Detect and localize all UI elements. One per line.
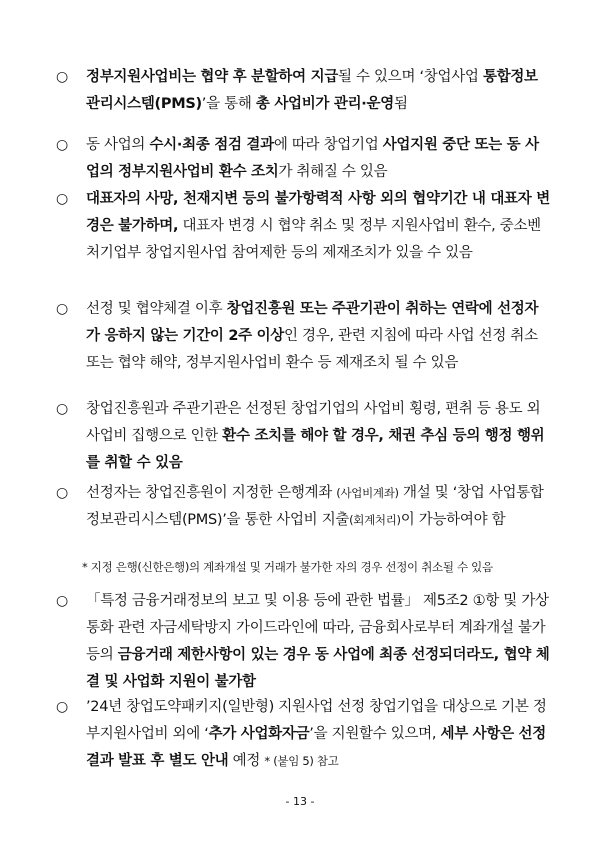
bold-text: 창업진흥원 또는 주관기관이 취하는 연락에 선정자가 응하지 않는 기간이 2주 이상 — [86, 301, 539, 344]
paragraph-5 — [56, 396, 550, 477]
paragraph-text — [86, 694, 550, 775]
bullet-icon: ○ — [56, 301, 68, 317]
bold-text: 세부 사항은 선정결과 발표 후 별도 안내 — [86, 726, 546, 769]
bold-text: 금융거래 제한사항이 있는 경우 동 사업에 최종 선정되더라도, 협약 체결 및 사업화 지원이 불가함 — [86, 647, 550, 690]
paragraph-7 — [56, 588, 550, 696]
text-segment: * (붙임 5) 참고 — [264, 754, 339, 768]
bullet-icon: ○ — [56, 401, 68, 417]
paragraph-text — [86, 132, 550, 186]
paragraph-8 — [56, 694, 550, 775]
text-segment: 선정자는 창업진흥원이 지정한 은행계좌 — [86, 485, 337, 501]
text-segment: 대표자 변경 시 협약 취소 및 정부 지원사업비 환수, 중소벤처기업부 창업지원사업 참여제한 등의 제재조치가 있을 수 있음 — [86, 218, 541, 261]
text-segment: 예정 — [228, 753, 265, 769]
paragraph-text — [86, 296, 550, 377]
paragraph-6 — [56, 480, 550, 534]
text-segment: 됨 — [393, 96, 408, 112]
text-segment: 창업진흥원과 주관기관은 선정된 창업기업의 사업비 횡령, 편취 등 용도 외 사업비 집행으로 인한 — [86, 401, 541, 444]
text-segment: ’을 통해 — [201, 96, 256, 112]
paragraph-2 — [56, 132, 550, 186]
text-segment: 「특정 금융거래정보의 보고 및 이용 등에 관한 법률」 제5조2 ①항 및 가상통화 관련 자금세탁방지 가이드라인에 따라, 금융회사로부터 계좌개설 불가 등의 — [86, 593, 549, 663]
bold-text: 총 사업비가 관리·운영 — [255, 96, 394, 112]
text-segment: ’을 지원할수 있으며, — [309, 726, 441, 742]
text-segment: (사업비계좌) — [336, 486, 399, 500]
bullet-icon: ○ — [56, 593, 68, 609]
bold-text: 환수 조치를 해야 할 경우, 채권 추심 등의 행정 행위를 취할 수 있음 — [86, 428, 545, 471]
text-segment: ’24년 창업도약패키지(일반형) 지원사업 선정 창업기업을 대상으로 기본 정부지원사업비 외에 ‘ — [86, 699, 547, 742]
text-segment: 가 취해질 수 있음 — [278, 164, 388, 180]
paragraph-text — [86, 64, 550, 118]
text-segment: 동 사업의 — [86, 137, 150, 153]
bullet-icon: ○ — [56, 137, 68, 153]
bold-text: 대표자의 사망, 천재지변 등의 불가항력적 사항 외의 협약기간 내 대표자 변경은 불가하며, — [86, 191, 550, 234]
text-segment: 개설 및 ‘창업 사업통합정보관리시스템(PMS)’을 통한 사업비 지출 — [86, 485, 544, 528]
bullet-icon: ○ — [56, 69, 68, 85]
bold-text: 추가 사업화자금 — [208, 726, 310, 742]
text-segment: 선정 및 협약체결 이후 — [86, 301, 227, 317]
text-segment: 될 수 있으며 ‘창업사업 — [338, 69, 483, 85]
bold-text: 통합정보관리시스템(PMS) — [86, 69, 538, 112]
footnote: * 지정 은행(신한은행)의 계좌개설 및 거래가 불가한 자의 경우 선정이 취소될 수 있음 — [82, 560, 493, 574]
bold-text: 수시·최종 점검 결과 — [149, 137, 274, 153]
bullet-icon: ○ — [56, 485, 68, 501]
paragraph-3 — [56, 186, 550, 267]
bold-text: 정부지원사업비는 협약 후 분할하여 지급 — [86, 69, 339, 85]
text-segment: 에 따라 창업기업 — [273, 137, 383, 153]
paragraph-text — [86, 480, 550, 534]
page-number: - 13 - — [285, 795, 315, 808]
paragraph-text — [86, 396, 550, 477]
bold-text: 사업지원 중단 또는 동 사업의 정부지원사업비 환수 조치 — [86, 137, 539, 180]
text-segment: (회계처리) — [349, 513, 401, 527]
paragraph-1 — [56, 64, 550, 118]
bullet-icon: ○ — [56, 191, 68, 207]
text-segment: 이 가능하여야 함 — [400, 512, 506, 528]
bullet-icon: ○ — [56, 699, 68, 715]
paragraph-text — [86, 588, 550, 696]
text-segment: 인 경우, 관련 지침에 따라 사업 선정 취소 또는 협약 해약, 정부지원사업비 환수 등 제재조치 될 수 있음 — [86, 328, 538, 371]
paragraph-text — [86, 186, 550, 267]
paragraph-4 — [56, 296, 550, 377]
